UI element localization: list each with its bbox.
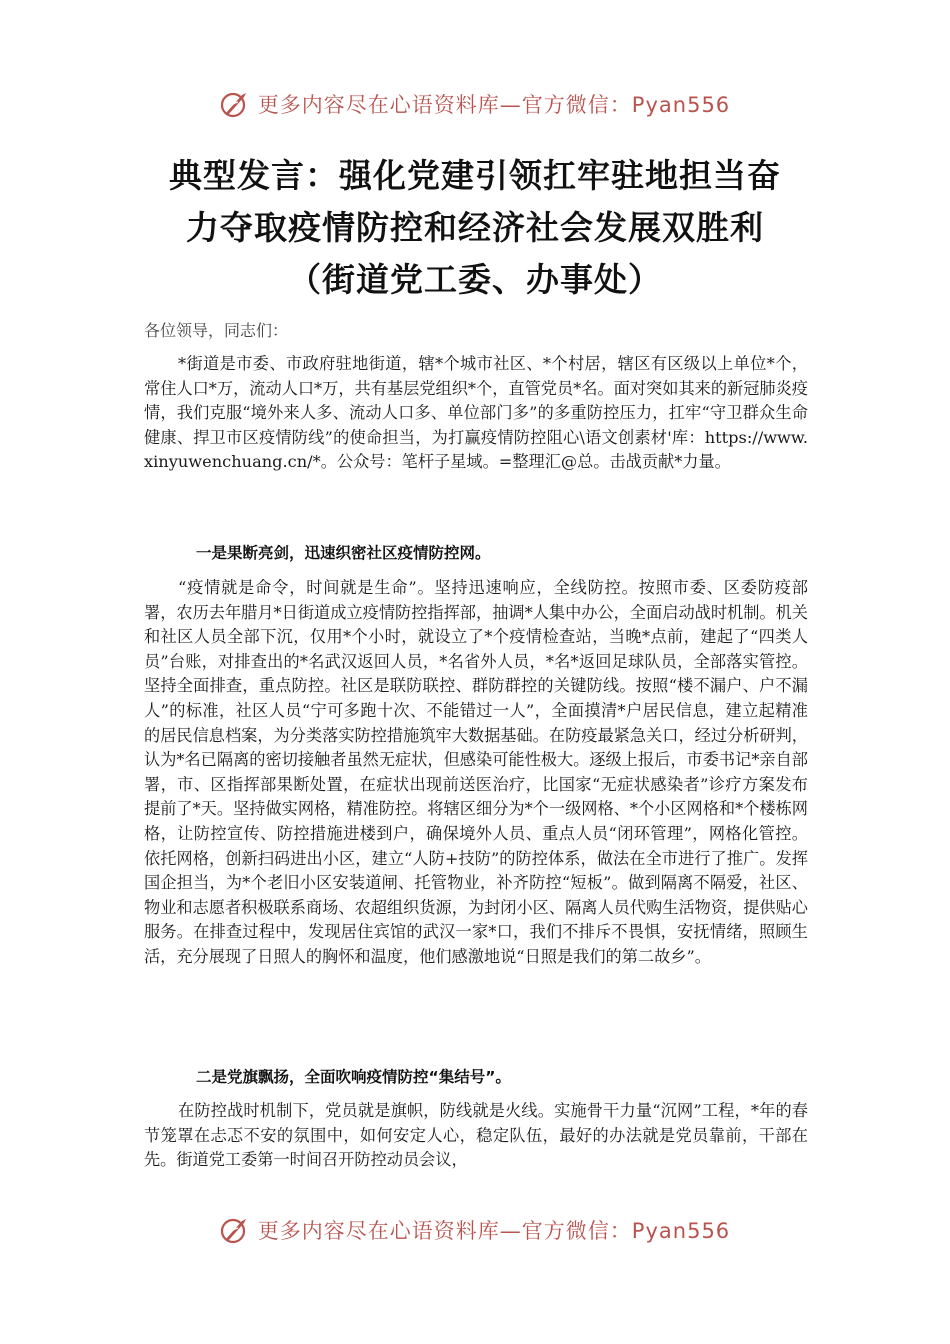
section-heading-1: 一是果断亮剑，迅速织密社区疫情防控网。 xyxy=(196,544,491,562)
watermark-text: 更多内容尽在心语资料库—官方微信：Pyan556 xyxy=(257,1219,731,1243)
section-2-paragraph: 在防控战时机制下，党员就是旗帜，防线就是火线。实施骨干力量“沉网”工程，*年的春节笼罩在忐忑不安的氛围中，如何安定人心，稳定队伍，最好的办法就是党员靠前，干部在先。街道党工委第一时间召开防控动员会议， xyxy=(144,1101,808,1170)
section-heading-2: 二是党旗飘扬，全面吹响疫情防控“集结号”。 xyxy=(196,1068,511,1086)
watermark-footer xyxy=(0,1210,950,1250)
salutation: 各位领导，同志们： xyxy=(144,321,289,340)
document-title-line-1: 典型发言：强化党建引领扛牢驻地担当奋 xyxy=(169,156,781,195)
pen-logo-icon xyxy=(220,89,250,119)
intro-paragraph: *街道是市委、市政府驻地街道，辖*个城市社区、*个村居，辖区有区级以上单位*个，常住人口*万，流动人口*万，共有基层党组织*个，直管党员*名。面对突如其来的新冠肺炎疫情，我们克服“境外来人多、流动人口多、单位部门多”的多重防控压力，扛牢“守卫群众生命健康、捍卫市区疫情防线”的使命担当，为打赢疫情防控阻心\语文创素材'库：https://www.xinyuwenchuang.cn/*。公众号：笔杆子星域。=整理汇@总。击战贡献*力量。 xyxy=(144,354,808,472)
document-title-line-3: （街道党工委、办事处） xyxy=(288,260,662,299)
pen-logo-icon xyxy=(220,1215,250,1245)
document-title-line-2: 力夺取疫情防控和经济社会发展双胜利 xyxy=(186,208,764,247)
watermark-header xyxy=(0,84,950,124)
section-1-paragraph: “疫情就是命令，时间就是生命”。坚持迅速响应，全线防控。按照市委、区委防疫部署，农历去年腊月*日街道成立疫情防控指挥部，抽调*人集中办公，全面启动战时机制。机关和社区人员全部下沉，仅用*个小时，就设立了*个疫情检查站，当晚*点前，建起了“四类人员”台账，对排查出的*名武汉返回人员，*名省外人员，*名*返回足球队员，全部落实管控。坚持全面排查，重点防控。社区是联防联控、群防群控的关键防线。按照“楼不漏户、户不漏人”的标准，社区人员“宁可多跑十次、不能错过一人”，全面摸清*户居民信息，建立起精准的居民信息档案，为分类落实防控措施筑牢大数据基础。在防疫最紧急关口，经过分析研判，认为*名已隔离的密切接触者虽然无症状，但感染可能性极大。逐级上报后，市委书记*亲自部署，市、区指挥部果断处置，在症状出现前送医治疗，比国家“无症状感染者”诊疗方案发布提前了*天。坚持做实网格，精准防控。将辖区细分为*个一级网格、*个小区网格和*个楼栋网格，让防控宣传、防控措施进楼到户，确保境外人员、重点人员“闭环管理”，网格化管控。依托网格，创新扫码进出小区，建立“人防+技防”的防控体系，做法在全市进行了推广。发挥国企担当，为*个老旧小区安装道闸、托管物业，补齐防控“短板”。做到隔离不隔爱，社区、物业和志愿者积极联系商场、农超组织货源，为封闭小区、隔离人员代购生活物资，提供贴心服务。在排查过程中，发现居住宾馆的武汉一家*口，我们不排斥不畏惧，安抚情绪，照顾生活，充分展现了日照人的胸怀和温度，他们感激地说“日照是我们的第二故乡”。 xyxy=(144,578,808,966)
watermark-text: 更多内容尽在心语资料库—官方微信：Pyan556 xyxy=(257,93,731,117)
